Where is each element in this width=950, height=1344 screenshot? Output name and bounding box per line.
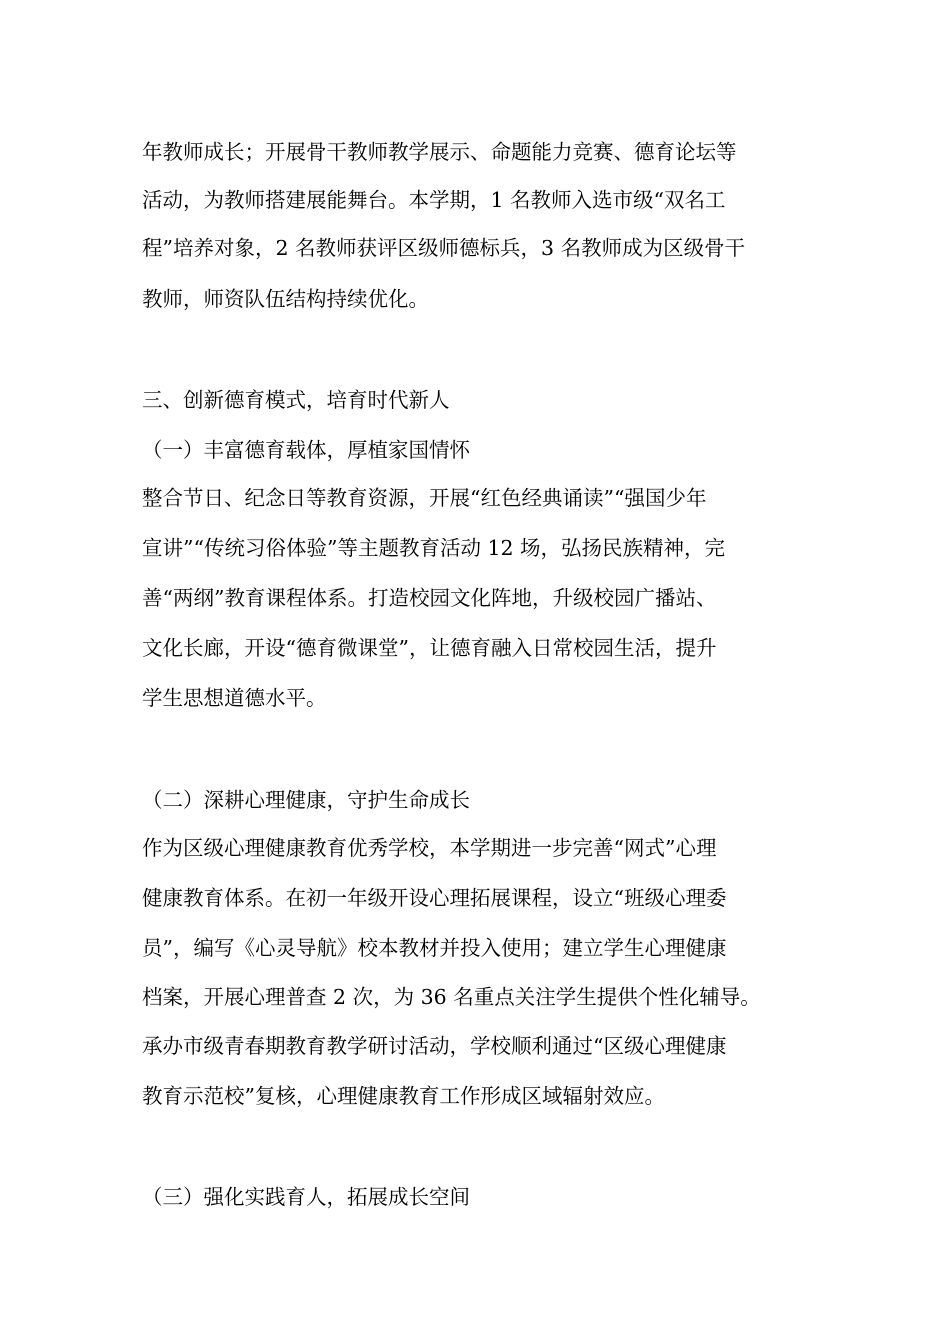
text-line: 宣讲”“传统习俗体验”等主题教育活动 12 场，弘扬民族精神，完 bbox=[142, 536, 726, 560]
text-line: 教育示范校”复核，心理健康教育工作形成区域辐射效应。 bbox=[142, 1084, 665, 1108]
text-line: 健康教育体系。在初一年级开设心理拓展课程，设立“班级心理委 bbox=[142, 886, 727, 910]
text-line: 程”培养对象，2 名教师获评区级师德标兵，3 名教师成为区级骨干 bbox=[142, 236, 746, 260]
section-heading: 三、创新德育模式，培育时代新人 bbox=[142, 388, 450, 412]
text-line: 作为区级心理健康教育优秀学校，本学期进一步完善“网式”心理 bbox=[142, 836, 717, 860]
subsection-heading-1: （一）丰富德育载体，厚植家国情怀 bbox=[142, 438, 470, 462]
text-line: 档案，开展心理普查 2 次，为 36 名重点关注学生提供个性化辅导。 bbox=[142, 985, 761, 1009]
text-line: 学生思想道德水平。 bbox=[142, 686, 327, 710]
text-line: 文化长廊，开设“德育微课堂”，让德育融入日常校园生活，提升 bbox=[142, 636, 717, 660]
text-line: 教师，师资队伍结构持续优化。 bbox=[142, 287, 429, 311]
text-line: 活动，为教师搭建展能舞台。本学期，1 名教师入选市级“双名工 bbox=[142, 188, 726, 212]
subsection-heading-2: （二）深耕心理健康，守护生命成长 bbox=[142, 788, 470, 812]
text-line: 整合节日、纪念日等教育资源，开展“红色经典诵读”“强国少年 bbox=[142, 486, 707, 510]
subsection-heading-3: （三）强化实践育人，拓展成长空间 bbox=[142, 1185, 470, 1209]
text-line: 承办市级青春期教育教学研讨活动，学校顺利通过“区级心理健康 bbox=[142, 1034, 727, 1058]
text-line: 善“两纲”教育课程体系。打造校园文化阵地，升级校园广播站、 bbox=[142, 586, 717, 610]
text-line: 员”，编写《心灵导航》校本教材并投入使用；建立学生心理健康 bbox=[142, 936, 727, 960]
text-line: 年教师成长；开展骨干教师教学展示、命题能力竞赛、德育论坛等 bbox=[142, 140, 737, 164]
